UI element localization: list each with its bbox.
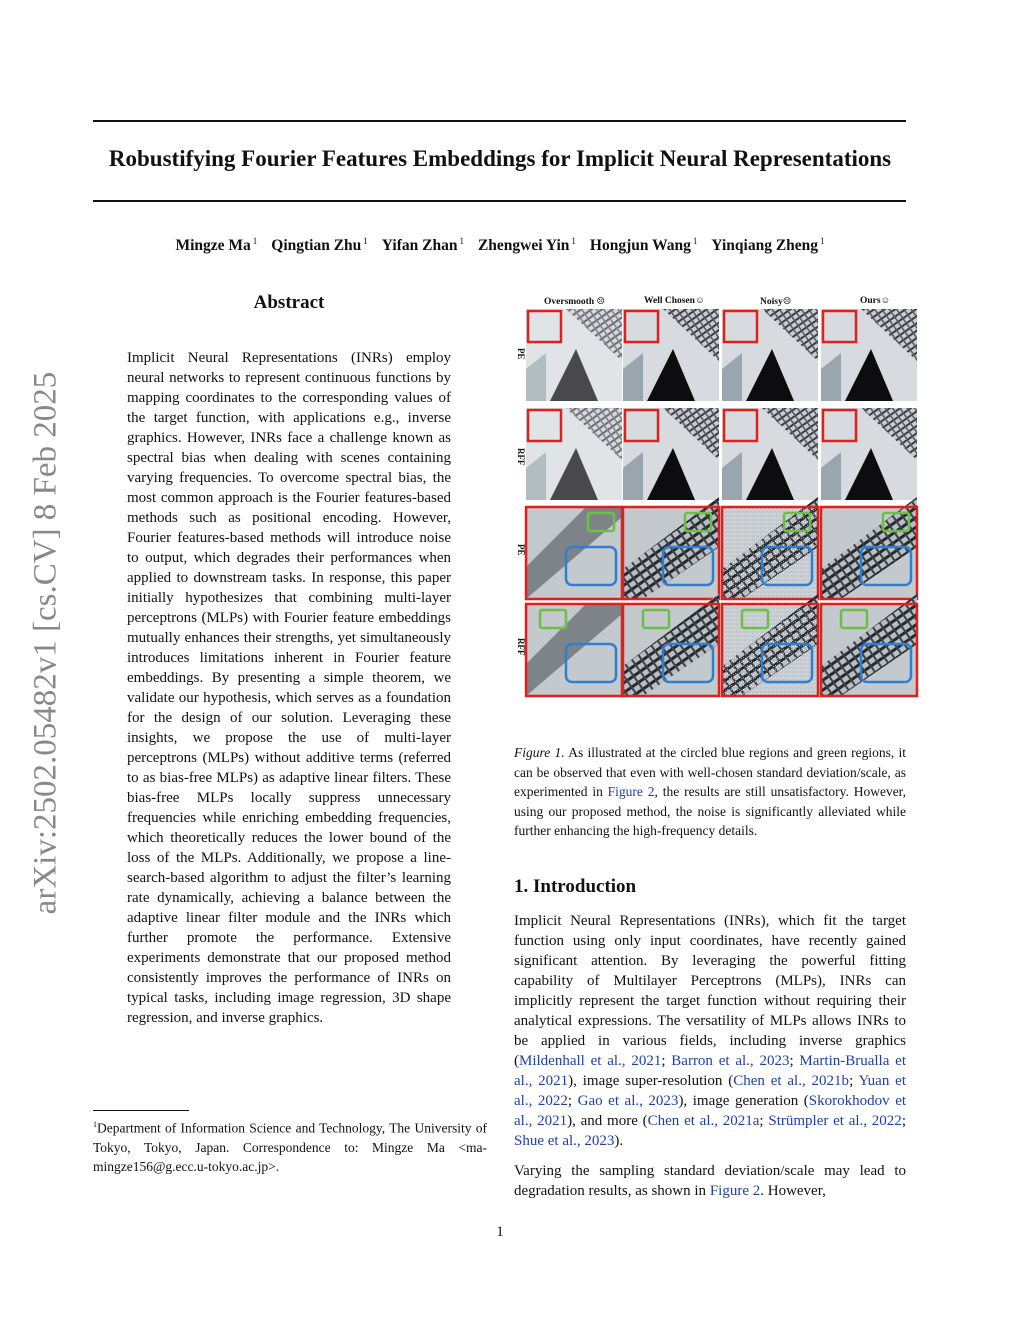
sad-face-icon: ☹ — [782, 297, 792, 307]
column-label-text: Noisy — [760, 297, 783, 307]
intro-paragraph-2 — [514, 1161, 906, 1201]
blur-overlay — [526, 408, 622, 500]
affiliation-mark: 1 — [692, 236, 698, 246]
row-label-rff-2: RFF — [516, 638, 526, 656]
figure-1 — [510, 292, 922, 702]
citation-link[interactable]: Shue et al., 2023 — [514, 1133, 615, 1149]
paragraph-text: ; — [661, 1053, 672, 1069]
figure-panel — [722, 497, 818, 599]
affiliation-mark: 1 — [363, 236, 368, 246]
author-name — [271, 237, 368, 254]
citation-link[interactable]: Barron et al., 2023 — [671, 1053, 790, 1069]
citation-link[interactable]: Martin-Brualla et al., 2021 — [514, 1053, 906, 1089]
citation-link[interactable]: Figure 2 — [709, 1183, 761, 1199]
top-rule — [93, 120, 906, 122]
citation-link[interactable]: Strümpler et al., 2022 — [768, 1113, 902, 1129]
author-name-text: Yinqiang Zheng — [711, 237, 819, 255]
section-heading-introduction: 1. Introduction — [514, 876, 637, 897]
column-label-text: Ours — [860, 296, 881, 306]
author-name-text: Qingtian Zhu — [271, 237, 362, 255]
footnote-rule — [93, 1110, 189, 1111]
paper-title: Robustifying Fourier Features Embeddings for Implicit Neural Representations — [108, 146, 892, 171]
sad-face-icon: ☹ — [596, 297, 606, 307]
figure-panel — [623, 497, 719, 599]
citation-link[interactable]: Skorokhodov et al., 2021 — [514, 1093, 907, 1129]
intro-paragraph-1 — [514, 911, 906, 1151]
author-name-text: Hongjun Wang — [589, 237, 691, 255]
paragraph-text: ; — [567, 1093, 578, 1109]
figure-panel — [526, 604, 622, 696]
citation-link[interactable]: Chen et al., 2021b — [733, 1073, 850, 1089]
paragraph-text: ), image super-resolution ( — [568, 1073, 734, 1089]
author-name-text: Zhengwei Yin — [477, 237, 570, 255]
author-name-text: Mingze Ma — [175, 237, 251, 255]
paragraph-text: ), and more ( — [567, 1113, 648, 1129]
paragraph-text: ; — [789, 1053, 800, 1069]
paragraph-text: Varying the sampling standard deviation/scale may lead to degradation results, as shown in — [514, 1163, 906, 1199]
figure-panel — [821, 594, 917, 696]
caption-text: As illustrated at the circled blue regions and green regions, it can be observed that even with well-chosen standard deviation/scale, as experimented in — [514, 745, 906, 799]
blur-overlay — [526, 309, 622, 401]
paragraph-text: ). — [614, 1133, 624, 1149]
figure-panel — [821, 309, 917, 401]
page-number: 1 — [496, 1224, 504, 1240]
paragraph-text: . However, — [760, 1183, 826, 1199]
title-bottom-rule — [93, 200, 906, 202]
author-name — [590, 237, 697, 254]
citation-link[interactable]: Yuan et al., 2022 — [514, 1073, 907, 1109]
abstract-text: Implicit Neural Representations (INRs) employ neural networks to represent continuous functions by mapping coordinates to the corresponding values of the target function, with applications e.g., inverse graphics. However, INRs face a challenge known as spectral bias when dealing with scenes containing varying frequencies. To overcome spectral bias, the most common approach is the Fourier features-based methods such as positional encoding. However, Fourier features-based methods will introduce noise to output, which degrades their performances when applied to downstream tasks. In response, this paper initially hypothesizes that combining multi-layer perceptrons (MLPs) with Fourier feature embeddings mutually enhances their strengths, yet simultaneously introduces limitations inherent in Fourier feature embeddings. By presenting a simple theorem, we validate our hypothesis, which serves as a foundation for the design of our solution. Leveraging these insights, we propose the use of multi-layer perceptrons (MLPs) without additive terms (referred to as bias-free MLPs) as adaptive linear filters. These bias-free MLPs locally suppress unnecessary frequencies while enriching embedding frequencies, which theoretically reduces the lower bound of the loss of the MLPs. Additionally, we propose a line-search-based algorithm to adjust the filter’s learning rate dynamically, achieving a balance between the adaptive linear filter module and the INRs which further promote the performance. Extensive experiments demonstrate that our proposed method consistently improves the performance of INRs on typical tasks, including image regression, 3D shape regression, and inverse graphics. — [127, 350, 451, 1026]
footnote-text: Department of Information Science and Technology, The University of Tokyo, Tokyo, Japan. Correspondence to: Mingze Ma <ma-mingze156@g.ecc.u-tokyo.ac.jp>. — [93, 1120, 487, 1174]
paragraph-text: ; — [849, 1073, 859, 1089]
figure-panel — [821, 497, 917, 599]
caption-label: Figure 1. — [514, 745, 565, 760]
figure-panel — [526, 507, 622, 599]
row-label-pe-2: PE — [516, 544, 526, 556]
figure-panel — [623, 309, 719, 401]
happy-face-icon: ☺ — [694, 296, 705, 306]
column-label-text: Well Chosen — [644, 296, 695, 306]
abstract-heading: Abstract — [253, 292, 325, 313]
author-name — [478, 237, 576, 254]
paragraph-text: Implicit Neural Representations (INRs), which fit the target function using only input coordinates, have recently gained significant attention. By leveraging the powerful fitting capability of Multilayer Perceptrons (MLPs), INRs can implicitly represent the target function without requiring their analytical expressions. The versatility of MLPs allows INRs to be applied in various fields, including inverse graphics ( — [514, 913, 906, 1069]
author-list — [80, 236, 920, 255]
figure-panel — [526, 408, 622, 500]
author-name-text: Yifan Zhan — [381, 237, 458, 255]
figure-panel — [623, 594, 719, 696]
row-label-rff-1: RFF — [516, 448, 526, 466]
figure-caption — [514, 743, 906, 841]
author-name — [382, 237, 464, 254]
citation-link[interactable]: Gao et al., 2023 — [577, 1093, 679, 1109]
citation-link[interactable]: Chen et al., 2021a — [647, 1113, 760, 1129]
arxiv-stamp: arXiv:2502.05482v1 [cs.CV] 8 Feb 2025 — [27, 371, 64, 915]
author-name — [175, 237, 257, 254]
citation-link[interactable]: Mildenhall et al., 2021 — [519, 1053, 662, 1069]
happy-face-icon: ☺ — [880, 296, 891, 306]
footnote-mark: 1 — [93, 1120, 97, 1129]
figure-panels — [510, 292, 922, 702]
figure-panel — [821, 408, 917, 500]
affiliation-mark: 1 — [252, 236, 258, 246]
figure-panel — [526, 309, 622, 401]
paragraph-text: ; — [901, 1113, 906, 1129]
figure-panel — [722, 309, 818, 401]
author-name — [711, 237, 824, 254]
footnote — [93, 1115, 487, 1176]
paragraph-text: ), image generation ( — [678, 1093, 809, 1109]
column-label-text: Oversmooth — [544, 297, 595, 307]
figure-panel — [623, 408, 719, 500]
figure-panel — [722, 408, 818, 500]
caption-text: , the results are still unsatisfactory. However, using our proposed method, the noise is significantly alleviated while further enhancing the high-frequency details. — [514, 784, 907, 838]
affiliation-mark: 1 — [571, 236, 576, 246]
affiliation-mark: 1 — [820, 236, 825, 246]
affiliation-mark: 1 — [459, 236, 464, 246]
row-label-pe-1: PE — [516, 348, 526, 360]
caption-figure-link[interactable]: Figure 2 — [607, 784, 655, 799]
figure-panel — [722, 594, 818, 696]
paragraph-text: ; — [759, 1113, 769, 1129]
